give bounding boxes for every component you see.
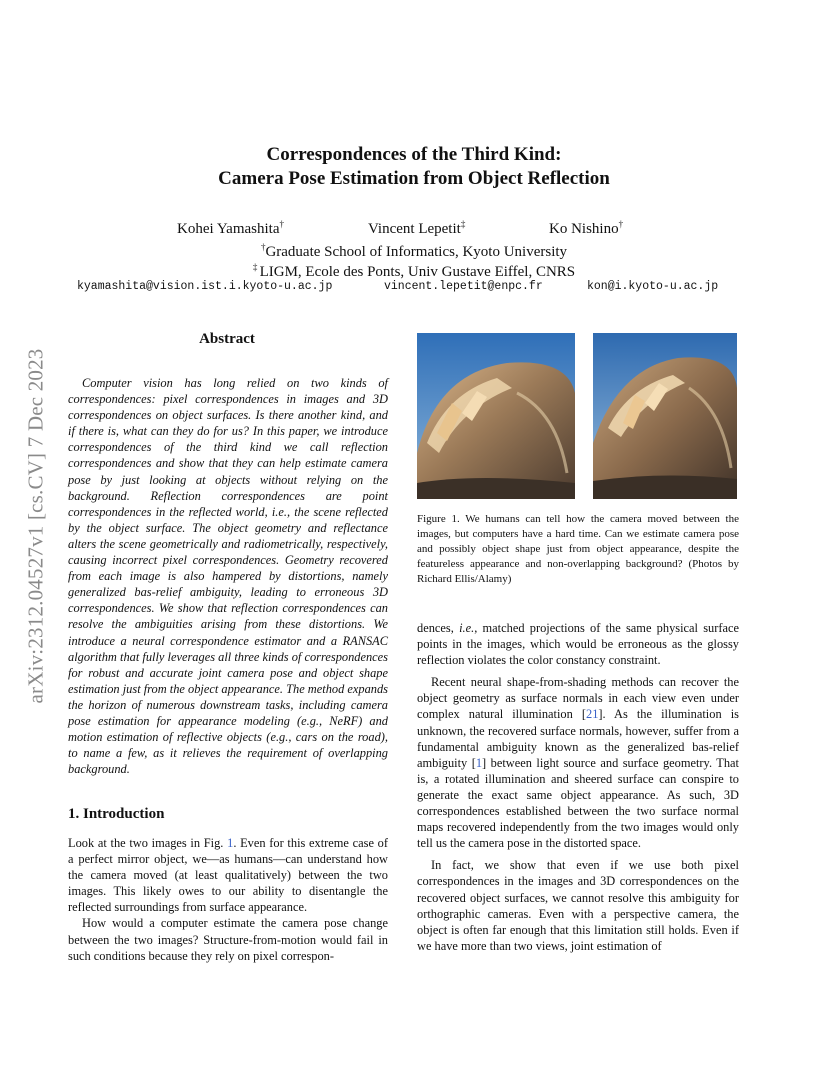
email-1: kyamashita@vision.ist.i.kyoto-u.ac.jp: [77, 280, 333, 293]
email-3: kon@i.kyoto-u.ac.jp: [587, 280, 719, 293]
author-3: Ko Nishino†: [549, 219, 624, 237]
citation-link-1[interactable]: 1: [475, 755, 483, 770]
right-paragraph-3: In fact, we show that even if we use both pixel correspondences in the images and 3D correspondences on the recovered object surfaces, we cannot resolve this ambiguity for orthographic cameras. Even with a perspective camera, the object is often far enough that this limitation still holds. Even if we have more than two views, joint estimation of: [417, 858, 739, 953]
citation-link-21[interactable]: 21: [586, 707, 599, 722]
email-list: [70, 280, 760, 298]
affiliation-2: ‡ LIGM, Ecole des Ponts, Univ Gustave Eiffel, CNRS: [252, 262, 576, 280]
title-line-2: Camera Pose Estimation from Object Reflection: [218, 168, 610, 189]
paper-title: [120, 143, 708, 191]
right-paragraph-1: dences, i.e., matched projections of the same physical surface points in the images, which would be erroneous as the glossy reflection violates the color constancy constraint.: [417, 621, 739, 668]
section-heading-introduction: 1. Introduction: [68, 806, 165, 822]
abstract-heading: Abstract: [199, 331, 255, 347]
intro-paragraph-1: Look at the two images in Fig. 1. Even for this extreme case of a perfect mirror object, we—as humans—can understand how the camera moved (at least qualitatively) between the two images. This likely owes to our ability to disentangle the reflected surroundings from surface appearance.: [68, 836, 388, 915]
figure-photo-left: [417, 333, 575, 499]
intro-paragraph-2: How would a computer estimate the camera pose change between the two images? Structure-from-motion would fail in such conditions because they rely on pixel correspon-: [68, 916, 388, 963]
title-line-1: Correspondences of the Third Kind:: [266, 144, 562, 165]
arxiv-stamp: [22, 291, 50, 761]
author-1: Kohei Yamashita†: [177, 219, 284, 237]
arxiv-id: arXiv:2312.04527v1 [cs.CV] 7 Dec 2023: [23, 348, 48, 704]
author-list: [120, 219, 708, 239]
figure-ref-link[interactable]: 1: [227, 836, 234, 850]
right-column-body: [417, 620, 739, 954]
figure-caption: Figure 1. We humans can tell how the camera moved between the images, but computers have a hard time. Can we estimate camera pose and possibly object shape just from object appearance, despite the featureless appearance and non-overlapping background? (Photos by Richard Ellis/Alamy): [417, 513, 739, 585]
email-2: vincent.lepetit@enpc.fr: [384, 280, 543, 293]
figure-photo-right: [593, 333, 737, 499]
introduction-body: [68, 835, 388, 964]
abstract-body: Computer vision has long relied on two kinds of correspondences: pixel correspondences in images and 3D correspondences on object surfaces. Is there another kind, and if there is, what can they do for us? In this paper, we introduce correspondences of the third kind we call reflection correspondences and show that they can help estimate camera pose by just looking at objects without relying on the background. Reflection correspondences are point correspondences in the reflected world, i.e., the scene reflected by the object surface. The object geometry and reflectance alters the scene geometrically and radiometrically, respectively, causing incorrect pixel correspondences. Geometry recovered from each image is also hampered by distortions, namely generalized bas-relief ambiguity, leading to erroneous 3D correspondences. We show that reflection correspondences can resolve the ambiguities arising from these distortions. We introduce a neural correspondence estimator and a RANSAC algorithm that fully leverages all three kinds of correspondences for robust and accurate joint camera pose and object shape estimation just from the object appearance. The method expands the horizon of numerous downstream tasks, including camera pose estimation for appearance modeling (e.g., NeRF) and motion estimation of reflective objects (e.g., cars on the road), to name a few, as it relieves the requirement of overlapping background.: [68, 376, 388, 777]
right-paragraph-2: Recent neural shape-from-shading methods can recover the object geometry as surface normals in each view even under complex natural illumination [21]. As the illumination is unknown, the recovered surface normals, however, suffer from a fundamental ambiguity known as the generalized bas-relief ambiguity [1] between light source and surface geometry. That is, a rotated illumination and sheered surface can conspire to generate the exact same object appearance. As such, 3D correspondences established between the two surface normal maps recovered independently from the two images would only tell us the camera pose in the distorted space.: [417, 675, 739, 851]
affiliation-1: †Graduate School of Informatics, Kyoto University: [260, 242, 568, 260]
author-2: Vincent Lepetit‡: [368, 219, 466, 237]
